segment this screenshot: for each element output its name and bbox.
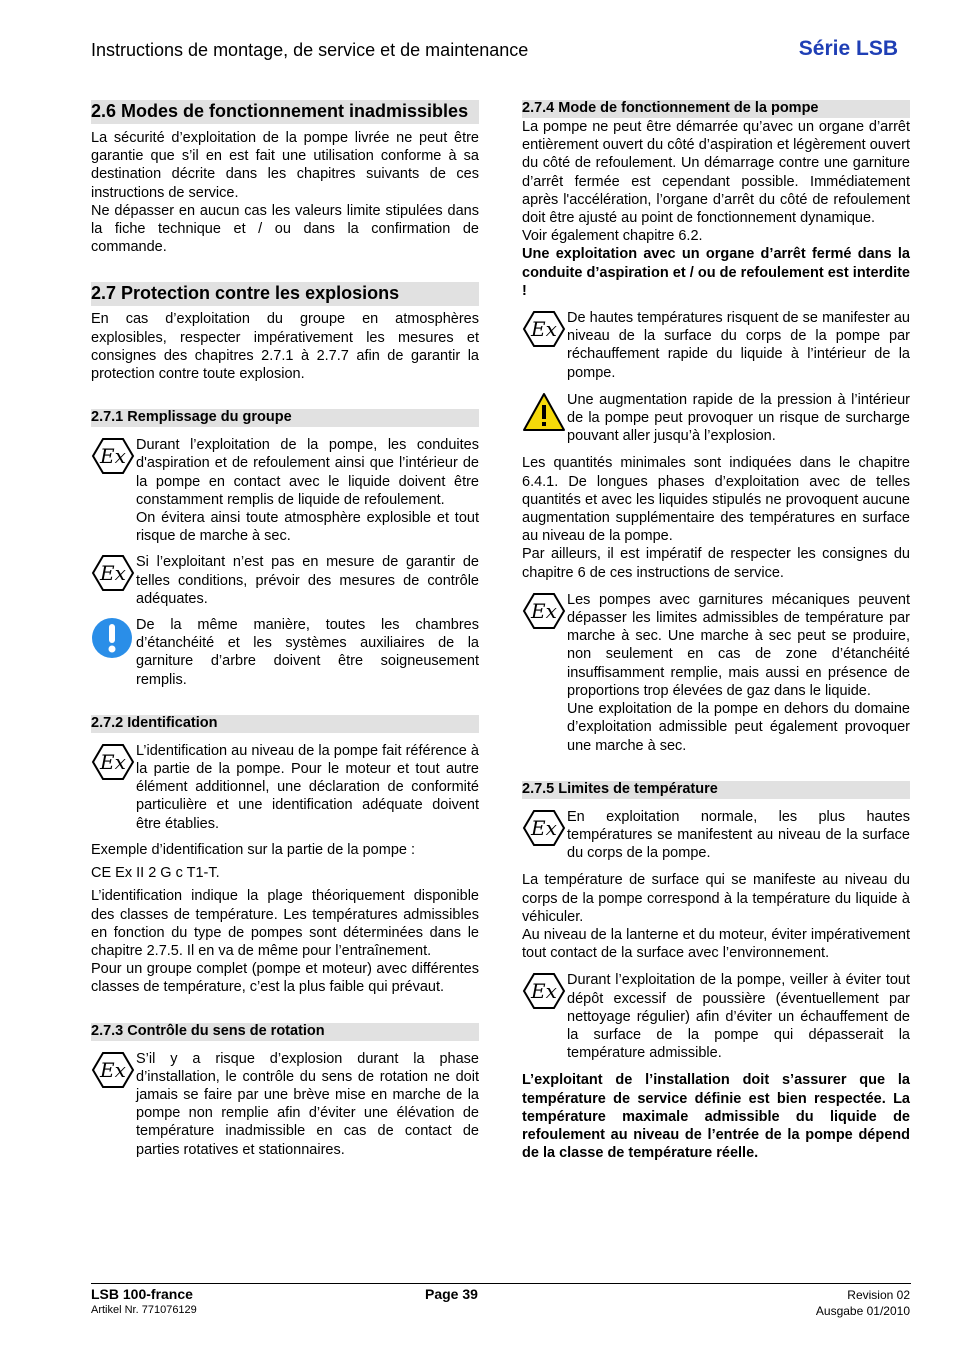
svg-text:Ex: Ex: [100, 561, 126, 586]
notice-text: Les pompes avec garnitures mécaniques peuvent dépasser les limites admissibles de température par marche à sec. Une marche à sec peut se produire, non seulement en cas de zone d’étanchéité insuffisamment remplie, mais aussi en présence de proportions trop élevées de gaz dans le liquide.: [567, 591, 910, 699]
ex-notice: [522, 591, 910, 755]
notice-text: De la même manière, toutes les chambres d’étanchéité et les systèmes auxiliaires de la garniture d’arbre doivent être soigneusement remplis.: [136, 617, 479, 688]
svg-text:Ex: Ex: [531, 598, 557, 623]
footer-page: Page 39: [425, 1286, 478, 1302]
svg-text:Ex: Ex: [100, 444, 126, 469]
section-2-7-2-title: 2.7.2 Identification: [91, 715, 479, 733]
section-2-7-1-title: 2.7.1 Remplissage du groupe: [91, 409, 479, 427]
section-2-7-3-title: 2.7.3 Contrôle du sens de rotation: [91, 1023, 479, 1041]
ex-notice: [522, 971, 910, 1062]
ex-notice: [91, 436, 479, 545]
paragraph: Les quantités minimales sont indiquées dans le chapitre 6.4.1. De longues phases d’exploitation avec de telles quantités et avec les liquides stipulés ne provoquent aucune augmentation supplémentaire des températures en surface au niveau de la pompe.: [522, 455, 910, 545]
ex-notice: [522, 808, 910, 863]
svg-text:Ex: Ex: [531, 815, 557, 840]
paragraph: Par ailleurs, il est impératif de respecter les consignes du chapitre 6 de ces instructions de service.: [522, 546, 910, 581]
svg-text:Ex: Ex: [531, 317, 557, 342]
notice-text: On évitera ainsi toute atmosphère explosible et tout risque de marche à sec.: [136, 510, 479, 545]
ex-notice: [91, 1050, 479, 1159]
ex-icon: [91, 743, 135, 781]
paragraph: Exemple d’identification sur la partie de la pompe :: [91, 841, 416, 858]
notice-text: Durant l’exploitation de la pompe, veiller à éviter tout dépôt excessif de poussière (éventuellement par nettoyage régulier) afin d’éviter un échauffement de la surface de la pompe qui dépasserait la température admissible.: [567, 972, 910, 1062]
paragraph: En cas d’exploitation du groupe en atmosphères explosibles, respecter impérativement les mesures et consignes des chapitres 2.7.1 à 2.7.7 afin de garantir la protection contre toute explosion.: [91, 311, 479, 383]
section-2-7-title: 2.7 Protection contre les explosions: [91, 282, 479, 306]
paragraph: L’identification indique la plage théoriquement disponible des classes de température. Les températures admissibles en fonction du type de pompes sont déterminées dans le chapitre 2.7.5. Il en va de même pour l’entraînement.: [91, 888, 479, 959]
footer-article: Artikel Nr. 771076129: [91, 1304, 197, 1316]
footer-revision: Revision 02: [847, 1288, 910, 1302]
ex-icon: [522, 809, 566, 847]
left-column: [91, 100, 479, 1159]
paragraph: Ne dépasser en aucun cas les valeurs limite stipulées dans la fiche technique et / ou dans la confirmation de commande.: [91, 202, 479, 256]
info-notice: [91, 616, 479, 689]
svg-text:Ex: Ex: [100, 749, 126, 774]
section-2-7-4-title: 2.7.4 Mode de fonctionnement de la pompe: [522, 100, 910, 118]
paragraph-bold: Une exploitation avec un organe d’arrêt fermé dans la conduite d’aspiration et / ou de refoulement est interdite !: [522, 246, 910, 299]
ex-notice: [522, 309, 910, 382]
paragraph: Au niveau de la lanterne et du moteur, éviter impérativement tout contact de la surface avec l’environnement.: [522, 926, 910, 962]
notice-text: Une augmentation rapide de la pression à l’intérieur de la pompe peut provoquer un risque de surcharge pouvant aller jusqu’à l’explosion.: [567, 391, 910, 445]
notice-text: De hautes températures risquent de se manifester au niveau de la surface du corps de la pompe par réchauffement rapide du liquide à l’intérieur de la pompe.: [567, 310, 910, 381]
footer-edition: Ausgabe 01/2010: [815, 1304, 910, 1318]
section-2-7-5-title: 2.7.5 Limites de température: [522, 781, 910, 799]
svg-text:Ex: Ex: [531, 979, 557, 1004]
ex-icon: [91, 437, 135, 475]
ex-icon: [91, 1051, 135, 1089]
paragraph: Voir également chapitre 6.2.: [522, 228, 703, 245]
header-title: Instructions de montage, de service et de maintenance: [91, 40, 529, 60]
notice-text: Durant l’exploitation de la pompe, les conduites d'aspiration et de refoulement ainsi que l’intérieur de la pompe en contact avec le liquide doivent être constamment remplis de liquide de refoulement.: [136, 437, 479, 508]
paragraph: Pour un groupe complet (pompe et moteur) avec différentes classes de température, c’est la plus faible qui prévaut.: [91, 961, 479, 996]
notice-text: En exploitation normale, les plus hautes températures se manifestent au niveau de la surface du corps de la pompe.: [567, 808, 910, 862]
info-icon: [91, 617, 133, 659]
ex-icon: [522, 972, 566, 1010]
notice-text: S’il y a risque d’explosion durant la phase d’installation, le contrôle du sens de rotation ne doit jamais se faire par une brève mise en marche de la pompe non remplie afin d’éviter une élévation de température inadmissible en cas de contact de parties rotatives et stationnaires.: [136, 1050, 479, 1158]
ex-icon: [522, 592, 566, 630]
warning-notice: [522, 391, 910, 446]
ex-notice: [91, 742, 479, 833]
ex-icon: [522, 310, 566, 348]
paragraph: CE Ex II 2 G c T1-T.: [91, 865, 220, 882]
right-column: [522, 100, 910, 1162]
paragraph: La pompe ne peut être démarrée qu’avec un organe d’arrêt entièrement ouvert du côté d’aspiration et légèrement ouvert du côté de refoulement. Un démarrage contre une garniture d’arrêt fermée est cependant possible. Immédiatement après l'accélération, l’organe d’arrêt du côté de refoulement doit être ajusté au point de fonctionnement dynamique.: [522, 119, 910, 227]
header-series: Série LSB: [798, 37, 898, 60]
paragraph: La température de surface qui se manifeste au niveau du corps de la pompe correspond à la température du liquide à véhiculer.: [522, 872, 910, 925]
notice-text: Si l’exploitant n’est pas en mesure de garantir de telles conditions, prévoir des mesures de contrôle adéquates.: [136, 554, 479, 607]
footer-doc: LSB 100-france: [91, 1286, 193, 1302]
notice-text: Une exploitation de la pompe en dehors du domaine d’exploitation admissible peut également provoquer une marche à sec.: [567, 701, 910, 754]
notice-text: L’identification au niveau de la pompe fait référence à la partie de la pompe. Pour le moteur et tout autre élément additionnel, une déclaration de conformité particulière et une identification adéquate doivent être établies.: [136, 742, 479, 832]
section-2-6-title: 2.6 Modes de fonctionnement inadmissibles: [91, 100, 479, 124]
warning-icon: [522, 392, 566, 432]
footer-rule: [91, 1283, 911, 1284]
ex-notice: [91, 553, 479, 608]
svg-text:Ex: Ex: [100, 1057, 126, 1082]
paragraph-bold: L’exploitant de l’installation doit s’assurer que la température de service définie est bien respectée. La température maximale admissible du liquide de refoulement au niveau de l’entrée de la pompe dépend de la classe de température réelle.: [522, 1072, 910, 1162]
paragraph: La sécurité d’exploitation de la pompe livrée ne peut être garantie que s’il en est fait une utilisation conforme à sa destination décrite dans les chapitres suivants de ces instructions de service.: [91, 130, 479, 201]
ex-icon: [91, 554, 135, 592]
